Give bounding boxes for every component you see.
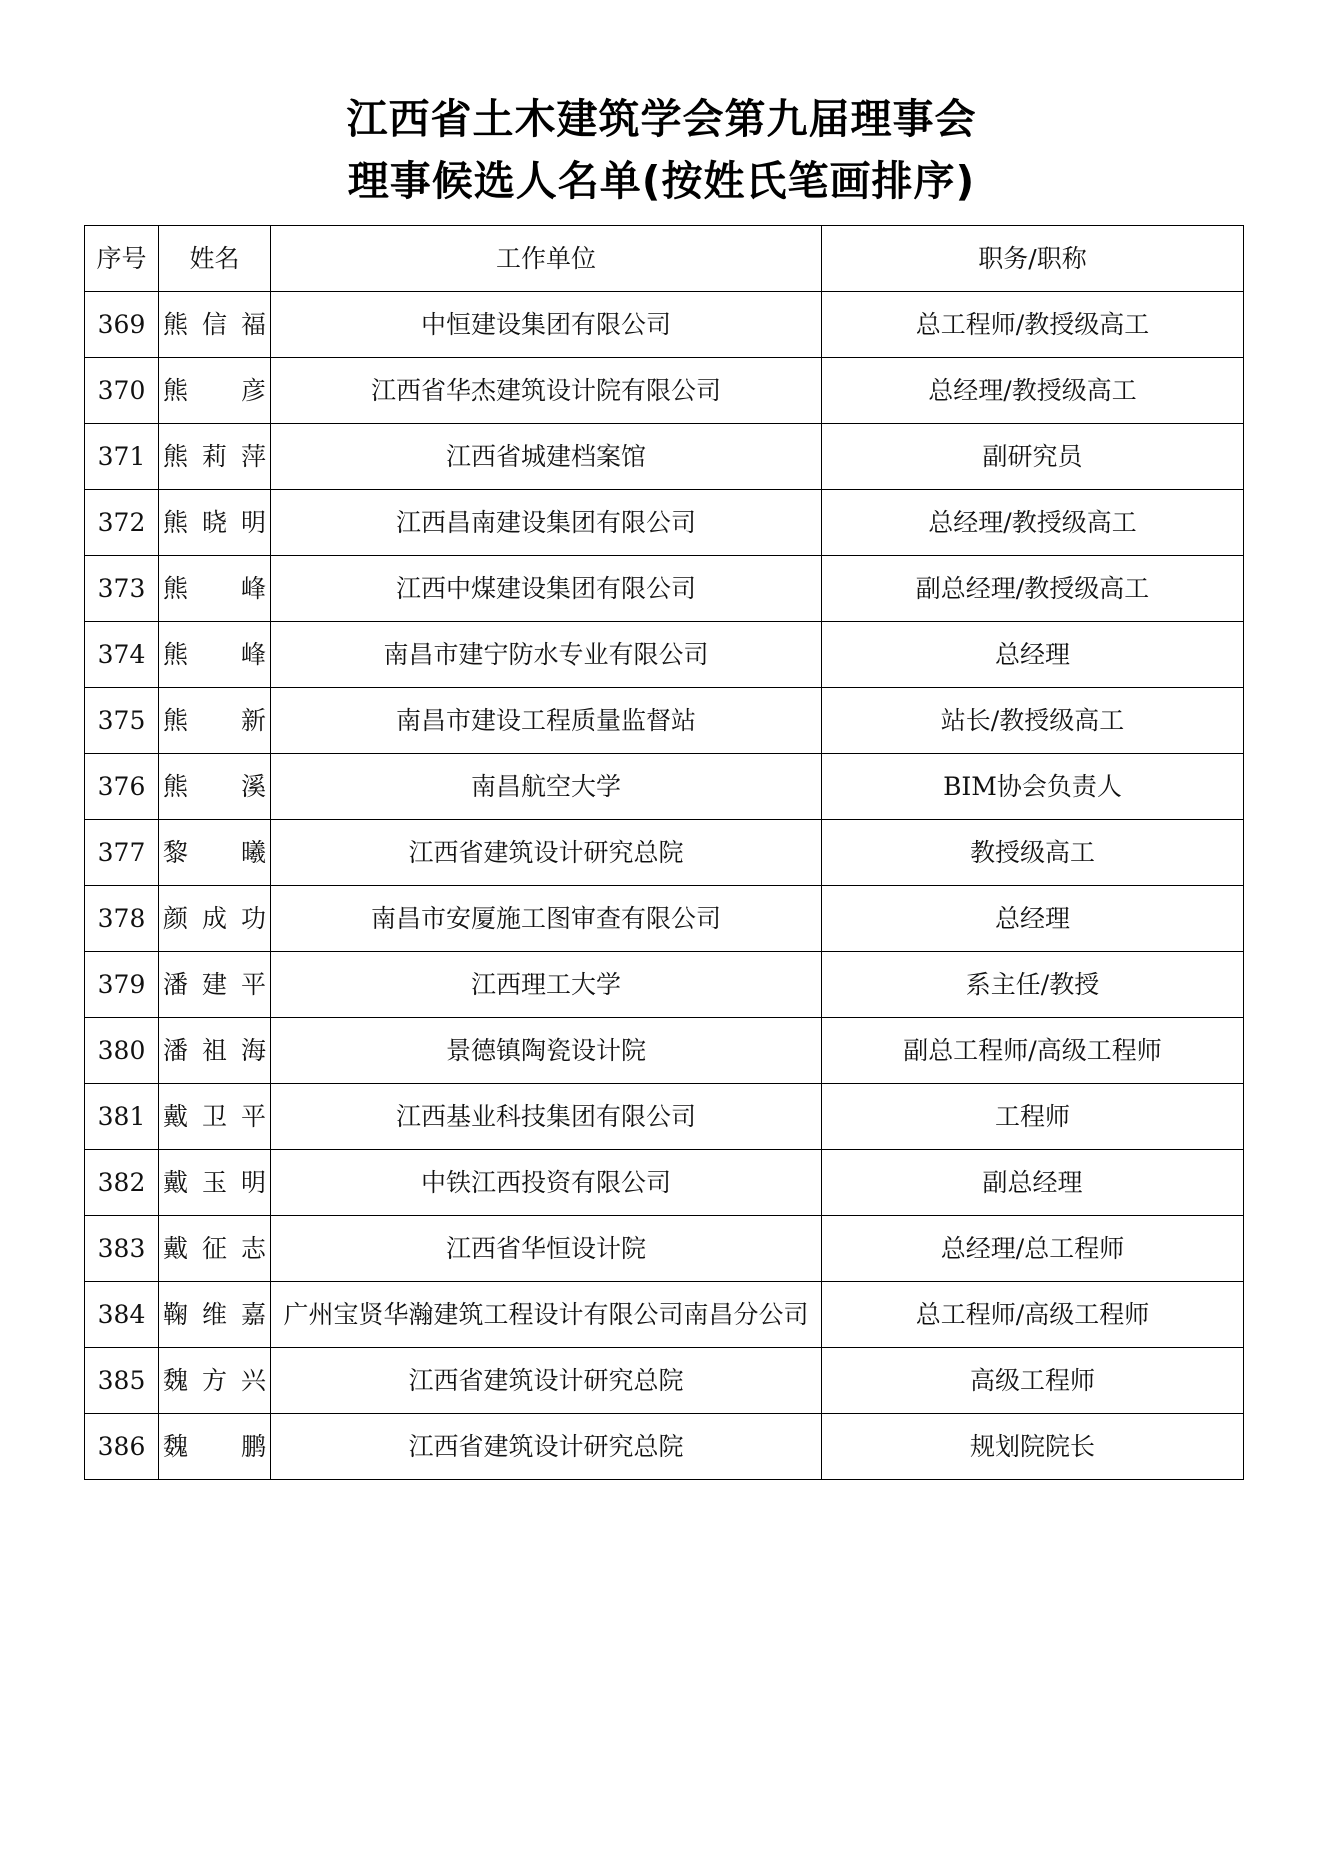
table-row xyxy=(85,820,1244,886)
cell-position-title: 副总经理 xyxy=(822,1150,1244,1216)
table-row xyxy=(85,622,1244,688)
cell-position-title: 总工程师/教授级高工 xyxy=(822,292,1244,358)
cell-name: 戴卫平 xyxy=(159,1084,271,1150)
cell-name: 熊溪 xyxy=(159,754,271,820)
cell-name: 戴玉明 xyxy=(159,1150,271,1216)
cell-position-title: 总经理 xyxy=(822,886,1244,952)
header-name: 姓名 xyxy=(159,226,271,292)
cell-work-unit: 江西省建筑设计研究总院 xyxy=(271,1348,822,1414)
cell-work-unit: 景德镇陶瓷设计院 xyxy=(271,1018,822,1084)
table-row xyxy=(85,1216,1244,1282)
title-line-1: 江西省土木建筑学会第九届理事会 xyxy=(346,95,977,143)
cell-work-unit: 中恒建设集团有限公司 xyxy=(271,292,822,358)
cell-work-unit: 南昌航空大学 xyxy=(271,754,822,820)
title-line-2: 理事候选人名单(按姓氏笔画排序) xyxy=(347,157,976,205)
cell-name: 熊峰 xyxy=(159,622,271,688)
cell-position-title: 总经理/教授级高工 xyxy=(822,358,1244,424)
cell-work-unit: 南昌市安厦施工图审查有限公司 xyxy=(271,886,822,952)
cell-serial-number: 374 xyxy=(85,622,159,688)
cell-serial-number: 383 xyxy=(85,1216,159,1282)
cell-name: 熊莉萍 xyxy=(159,424,271,490)
cell-name: 魏鹏 xyxy=(159,1414,271,1480)
cell-work-unit: 江西基业科技集团有限公司 xyxy=(271,1084,822,1150)
table-row xyxy=(85,490,1244,556)
cell-work-unit: 南昌市建宁防水专业有限公司 xyxy=(271,622,822,688)
cell-name: 颜成功 xyxy=(159,886,271,952)
cell-work-unit: 江西昌南建设集团有限公司 xyxy=(271,490,822,556)
cell-name: 潘祖海 xyxy=(159,1018,271,1084)
cell-position-title: 规划院院长 xyxy=(822,1414,1244,1480)
cell-serial-number: 375 xyxy=(85,688,159,754)
header-position-title: 职务/职称 xyxy=(822,226,1244,292)
cell-work-unit: 广州宝贤华瀚建筑工程设计有限公司南昌分公司 xyxy=(271,1282,822,1348)
cell-work-unit: 江西省华杰建筑设计院有限公司 xyxy=(271,358,822,424)
cell-position-title: 高级工程师 xyxy=(822,1348,1244,1414)
table-row xyxy=(85,1348,1244,1414)
cell-serial-number: 372 xyxy=(85,490,159,556)
candidate-table xyxy=(84,225,1244,1480)
cell-work-unit: 中铁江西投资有限公司 xyxy=(271,1150,822,1216)
cell-position-title: 总经理 xyxy=(822,622,1244,688)
cell-name: 熊信福 xyxy=(159,292,271,358)
table-row xyxy=(85,556,1244,622)
table-body xyxy=(85,292,1244,1480)
cell-serial-number: 380 xyxy=(85,1018,159,1084)
cell-name: 熊新 xyxy=(159,688,271,754)
cell-name: 魏方兴 xyxy=(159,1348,271,1414)
header-serial-number: 序号 xyxy=(85,226,159,292)
table-row xyxy=(85,754,1244,820)
cell-name: 熊峰 xyxy=(159,556,271,622)
table-row xyxy=(85,952,1244,1018)
cell-serial-number: 377 xyxy=(85,820,159,886)
cell-work-unit: 江西中煤建设集团有限公司 xyxy=(271,556,822,622)
cell-position-title: 总工程师/高级工程师 xyxy=(822,1282,1244,1348)
cell-serial-number: 371 xyxy=(85,424,159,490)
cell-work-unit: 江西省城建档案馆 xyxy=(271,424,822,490)
cell-position-title: 总经理/教授级高工 xyxy=(822,490,1244,556)
cell-serial-number: 381 xyxy=(85,1084,159,1150)
cell-position-title: 副研究员 xyxy=(822,424,1244,490)
cell-work-unit: 江西省建筑设计研究总院 xyxy=(271,820,822,886)
cell-serial-number: 382 xyxy=(85,1150,159,1216)
table-header-row xyxy=(85,226,1244,292)
cell-position-title: 工程师 xyxy=(822,1084,1244,1150)
header-work-unit: 工作单位 xyxy=(271,226,822,292)
cell-name: 熊彦 xyxy=(159,358,271,424)
cell-serial-number: 378 xyxy=(85,886,159,952)
table-row xyxy=(85,292,1244,358)
table-row xyxy=(85,688,1244,754)
cell-position-title: 副总工程师/高级工程师 xyxy=(822,1018,1244,1084)
cell-name: 潘建平 xyxy=(159,952,271,1018)
cell-serial-number: 385 xyxy=(85,1348,159,1414)
cell-position-title: 教授级高工 xyxy=(822,820,1244,886)
cell-serial-number: 369 xyxy=(85,292,159,358)
cell-serial-number: 384 xyxy=(85,1282,159,1348)
cell-name: 熊晓明 xyxy=(159,490,271,556)
table-row xyxy=(85,1282,1244,1348)
cell-position-title: BIM协会负责人 xyxy=(822,754,1244,820)
cell-position-title: 系主任/教授 xyxy=(822,952,1244,1018)
cell-serial-number: 370 xyxy=(85,358,159,424)
cell-name: 鞠维嘉 xyxy=(159,1282,271,1348)
cell-serial-number: 376 xyxy=(85,754,159,820)
cell-name: 黎曦 xyxy=(159,820,271,886)
table-row xyxy=(85,1018,1244,1084)
table-row xyxy=(85,1084,1244,1150)
cell-work-unit: 南昌市建设工程质量监督站 xyxy=(271,688,822,754)
table-row xyxy=(85,424,1244,490)
table-row xyxy=(85,886,1244,952)
cell-name: 戴征志 xyxy=(159,1216,271,1282)
cell-serial-number: 379 xyxy=(85,952,159,1018)
cell-work-unit: 江西理工大学 xyxy=(271,952,822,1018)
cell-work-unit: 江西省华恒设计院 xyxy=(271,1216,822,1282)
cell-position-title: 副总经理/教授级高工 xyxy=(822,556,1244,622)
table-row xyxy=(85,358,1244,424)
cell-work-unit: 江西省建筑设计研究总院 xyxy=(271,1414,822,1480)
table-row xyxy=(85,1414,1244,1480)
cell-serial-number: 373 xyxy=(85,556,159,622)
cell-serial-number: 386 xyxy=(85,1414,159,1480)
cell-position-title: 站长/教授级高工 xyxy=(822,688,1244,754)
document-title xyxy=(0,88,1323,212)
cell-position-title: 总经理/总工程师 xyxy=(822,1216,1244,1282)
table-row xyxy=(85,1150,1244,1216)
